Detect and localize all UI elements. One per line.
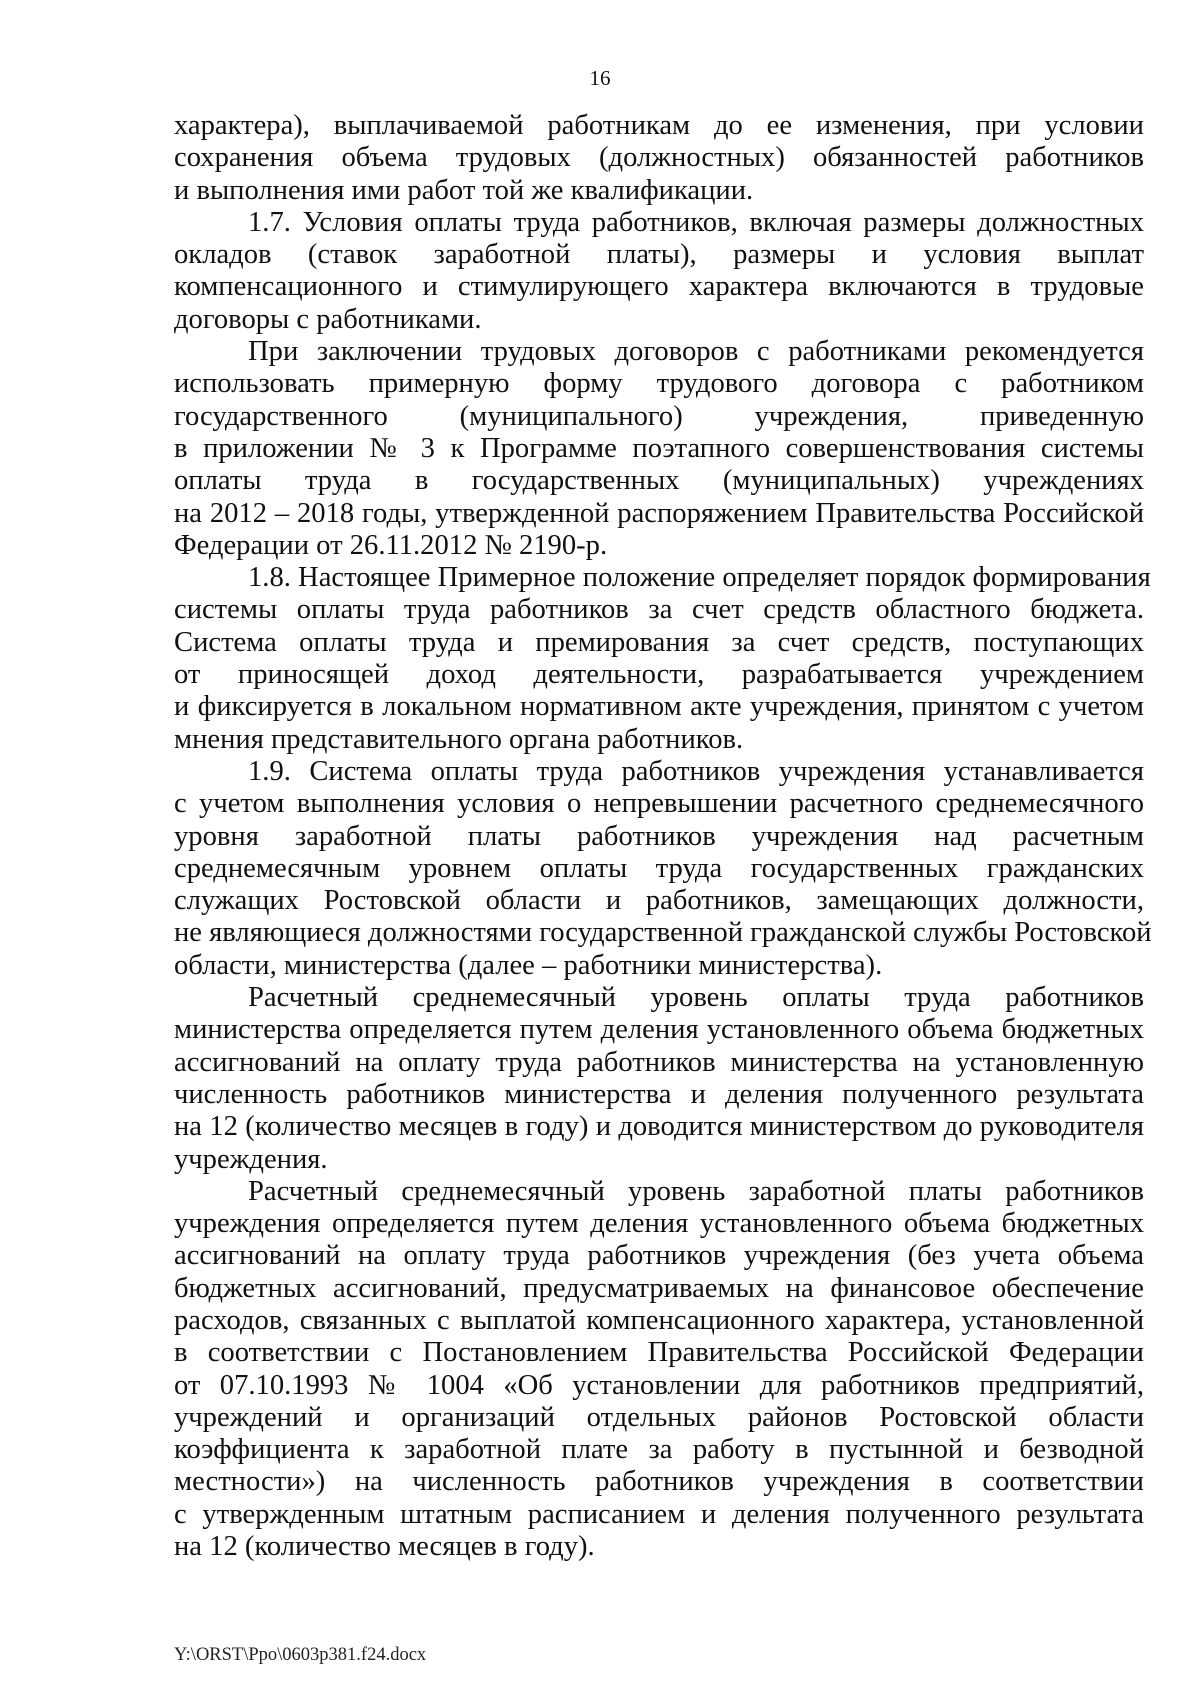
text-line: мнения представительного органа работников. [174, 723, 744, 755]
text-line: государственного (муниципального) учреждения, приведенную [174, 400, 1144, 432]
text-line: учреждений и организаций отдельных районов Ростовской области [174, 1401, 1144, 1433]
text-line: 1.9. Система оплаты труда работников учреждения устанавливается [248, 755, 1144, 787]
text-line: и фиксируется в локальном нормативном акте учреждения, принятом с учетом [174, 691, 1144, 723]
text-line: компенсационного и стимулирующего характера включаются в трудовые [174, 271, 1144, 303]
text-line: области, министерства (далее – работники министерства). [174, 949, 883, 981]
text-line: сохранения объема трудовых (должностных) обязанностей работников [174, 142, 1144, 174]
document-body [174, 110, 1152, 1563]
paragraph [174, 336, 1144, 562]
paragraph [174, 110, 1144, 207]
text-line: окладов (ставок заработной платы), размеры и условия выплат [174, 239, 1144, 271]
text-line: системы оплаты труда работников за счет средств областного бюджета. [174, 594, 1144, 626]
text-line: на 12 (количество месяцев в году) и доводится министерством до руководителя [174, 1111, 1144, 1143]
text-line: в соответствии с Постановлением Правительства Российской Федерации [174, 1337, 1144, 1369]
text-line: оплаты труда в государственных (муниципальных) учреждениях [174, 465, 1144, 497]
text-line: При заключении трудовых договоров с работниками рекомендуется [248, 336, 1144, 368]
text-line: и выполнения ими работ той же квалификации. [174, 174, 754, 206]
text-line: Система оплаты труда и премирования за счет средств, поступающих [174, 626, 1144, 658]
paragraph [174, 207, 1144, 336]
text-line: 1.7. Условия оплаты труда работников, включая размеры должностных [248, 206, 1144, 238]
paragraph [174, 755, 1152, 982]
text-line: министерства определяется путем деления установленного объема бюджетных [174, 1014, 1144, 1046]
text-line: расходов, связанных с выплатой компенсационного характера, установленной [174, 1304, 1144, 1336]
text-line: коэффициента к заработной плате за работу в пустынной и безводной [174, 1434, 1144, 1466]
text-line: служащих Ростовской области и работников, замещающих должности, [174, 885, 1144, 917]
file-path-footer: Y:\ORST\Ppo\0603p381.f24.docx [174, 1645, 427, 1665]
text-line: Расчетный среднемесячный уровень оплаты труда работников [248, 982, 1144, 1014]
text-line: Федерации от 26.11.2012 № 2190-р. [174, 529, 608, 561]
text-line: учреждения. [174, 1143, 328, 1175]
text-line: среднемесячным уровнем оплаты труда государственных гражданских [174, 852, 1144, 884]
text-line: местности») на численность работников учреждения в соответствии [174, 1466, 1144, 1498]
text-line: на 12 (количество месяцев в году). [174, 1531, 595, 1563]
text-line: от приносящей доход деятельности, разрабатывается учреждением [174, 659, 1144, 691]
paragraph [174, 982, 1144, 1176]
text-line: в приложении № 3 к Программе поэтапного совершенствования системы [174, 432, 1144, 464]
text-line: ассигнований на оплату труда работников министерства на установленную [174, 1046, 1144, 1078]
paragraph [174, 562, 1151, 756]
text-line: от 07.10.1993 № 1004 «Об установлении для работников предприятий, [174, 1369, 1144, 1401]
text-line: ассигнований на оплату труда работников учреждения (без учета объема [174, 1240, 1144, 1272]
text-line: с учетом выполнения условия о непревышении расчетного среднемесячного [174, 788, 1144, 820]
text-line: уровня заработной платы работников учреждения над расчетным [174, 820, 1144, 852]
text-line: учреждения определяется путем деления установленного объема бюджетных [174, 1208, 1144, 1240]
text-line: характера), выплачиваемой работникам до ее изменения, при условии [174, 110, 1144, 141]
text-line: Расчетный среднемесячный уровень заработной платы работников [248, 1175, 1144, 1207]
text-line: с утвержденным штатным расписанием и деления полученного результата [174, 1498, 1144, 1530]
text-line: бюджетных ассигнований, предусматриваемых на финансовое обеспечение [174, 1272, 1144, 1304]
paragraph [174, 1176, 1144, 1564]
text-line: использовать примерную форму трудового договора с работником [174, 368, 1144, 400]
text-line: на 2012 – 2018 годы, утвержденной распоряжением Правительства Российской [174, 497, 1144, 529]
page-number: 16 [589, 66, 611, 90]
text-line: не являющиеся должностями государственной гражданской службы Ростовской [174, 917, 1152, 949]
text-line: 1.8. Настоящее Примерное положение определяет порядок формирования [248, 562, 1151, 594]
text-line: численность работников министерства и деления полученного результата [174, 1078, 1144, 1110]
text-line: договоры с работниками. [174, 303, 482, 335]
